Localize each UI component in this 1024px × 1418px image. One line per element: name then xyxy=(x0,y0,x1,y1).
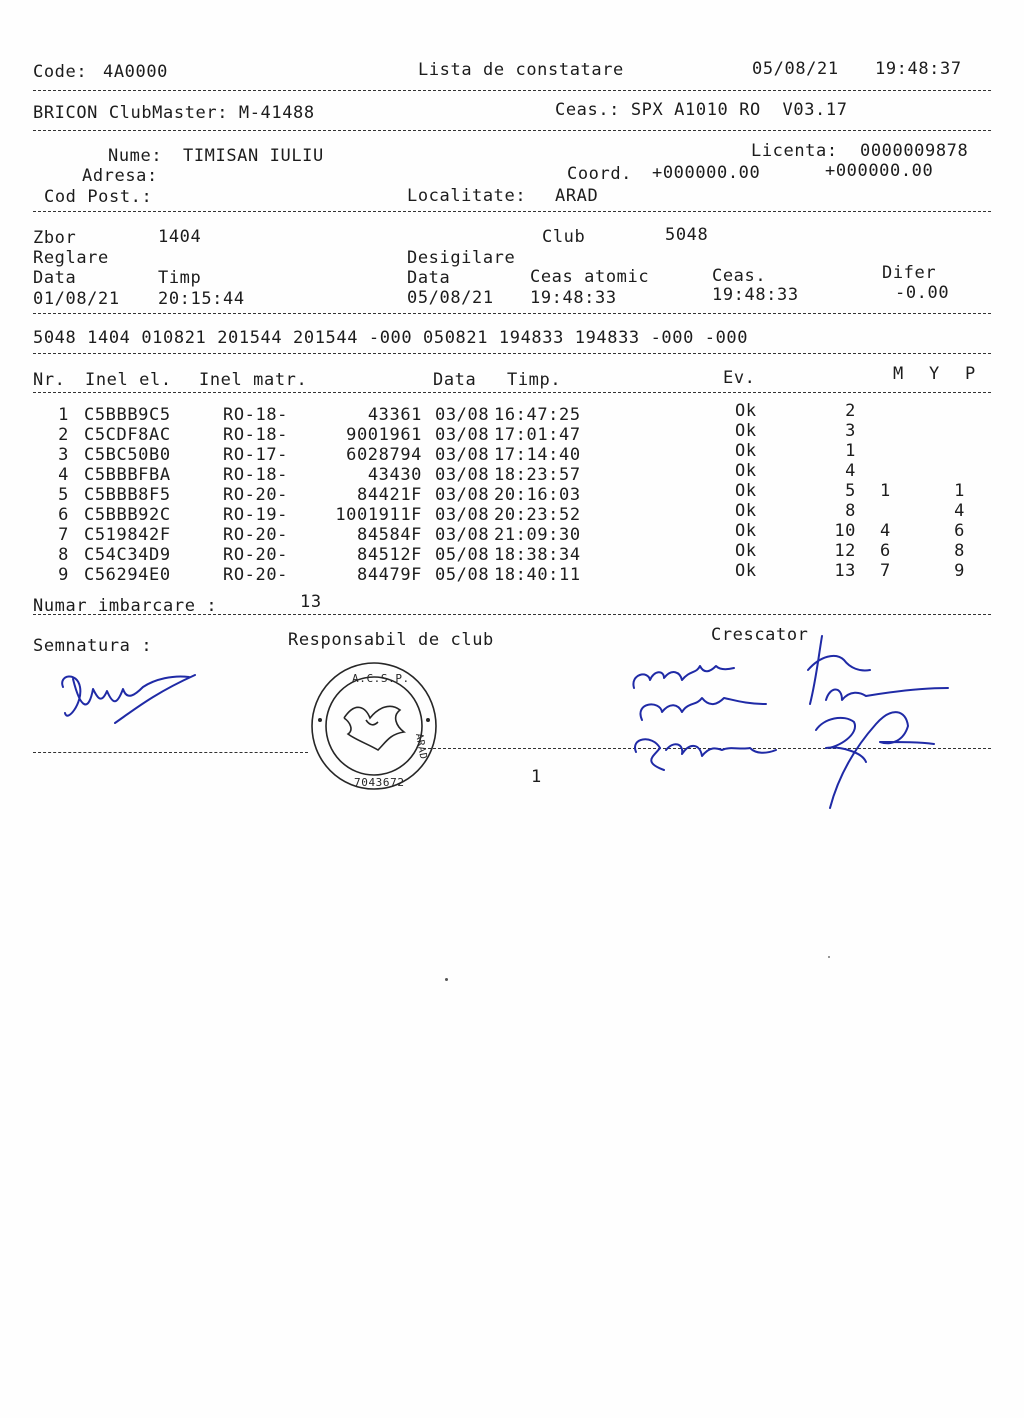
cell-y: 6 xyxy=(880,541,891,561)
cell-nr: 1 xyxy=(58,405,69,425)
cell-n: 10 xyxy=(834,521,856,541)
localitate-value: ARAD xyxy=(555,186,599,206)
coord-label: Coord. xyxy=(567,164,633,184)
cell-el: C5BC50B0 xyxy=(84,445,171,465)
reglare-data: 01/08/21 xyxy=(33,289,120,309)
cell-timp: 18:38:34 xyxy=(494,545,581,565)
cell-n: 12 xyxy=(834,541,856,561)
cell-n: 13 xyxy=(834,561,856,581)
desig-ceas: 19:48:33 xyxy=(712,285,799,305)
cell-el: C5BBB9C5 xyxy=(84,405,171,425)
crescator-label: Crescator xyxy=(711,625,809,645)
cell-n: 1 xyxy=(845,441,856,461)
col-inel-el: Inel el. xyxy=(85,370,172,390)
code-line: 5048 1404 010821 201544 201544 -000 050821 194833 194833 -000 -000 xyxy=(33,328,749,348)
col-y: Y xyxy=(929,364,940,384)
cell-ev: Ok xyxy=(735,561,757,581)
cell-n: 5 xyxy=(845,481,856,501)
col-ev: Ev. xyxy=(723,368,756,388)
zbor-label: Zbor xyxy=(33,228,77,248)
cell-timp: 16:47:25 xyxy=(494,405,581,425)
cell-timp: 17:01:47 xyxy=(494,425,581,445)
cell-data: 03/08 xyxy=(435,405,490,425)
cell-el: C5BBB92C xyxy=(84,505,171,525)
separator xyxy=(33,90,991,91)
cell-el: C5BBB8F5 xyxy=(84,485,171,505)
desig-data-label: Data xyxy=(407,268,451,288)
cell-data: 03/08 xyxy=(435,505,490,525)
col-p: P xyxy=(965,364,976,384)
svg-text:A.C.S.P.: A.C.S.P. xyxy=(352,672,410,685)
separator xyxy=(33,392,991,393)
desig-atomic: 19:48:33 xyxy=(530,288,617,308)
document-title: Lista de constatare xyxy=(418,60,624,80)
cell-pre: RO-20- xyxy=(223,545,289,565)
cell-nr: 9 xyxy=(58,565,69,585)
reglare-label: Reglare xyxy=(33,248,109,268)
page-number: 1 xyxy=(531,767,542,787)
imbarcare-value: 13 xyxy=(300,592,322,612)
reglare-timp: 20:15:44 xyxy=(158,289,245,309)
cell-el: C56294E0 xyxy=(84,565,171,585)
coord-value-2: +000000.00 xyxy=(825,161,934,181)
cell-timp: 17:14:40 xyxy=(494,445,581,465)
cell-ev: Ok xyxy=(735,541,757,561)
ceas-label: Ceas. xyxy=(712,266,767,286)
cell-pre: RO-20- xyxy=(223,525,289,545)
cell-el: C5BBBFBA xyxy=(84,465,171,485)
nume-label: Nume: xyxy=(108,146,163,166)
cell-pre: RO-18- xyxy=(223,425,289,445)
svg-text:7043672: 7043672 xyxy=(354,776,405,789)
ceas-atomic-label: Ceas atomic xyxy=(530,267,650,287)
clubmaster-id: BRICON ClubMaster: M-41488 xyxy=(33,103,315,123)
cell-pre: RO-17- xyxy=(223,445,289,465)
cell-timp: 21:09:30 xyxy=(494,525,581,545)
col-timp: Timp. xyxy=(507,370,562,390)
cell-num: 1001911F xyxy=(335,505,422,525)
separator xyxy=(33,130,991,131)
cell-num: 84479F xyxy=(356,565,422,585)
cell-ev: Ok xyxy=(735,501,757,521)
cell-el: C519842F xyxy=(84,525,171,545)
cell-ev: Ok xyxy=(735,521,757,541)
difer-value: -0.00 xyxy=(895,283,950,303)
speck xyxy=(828,956,830,958)
cell-num: 84512F xyxy=(356,545,422,565)
cell-y: 4 xyxy=(880,521,891,541)
cell-el: C54C34D9 xyxy=(84,545,171,565)
cell-data: 03/08 xyxy=(435,425,490,445)
zbor-value: 1404 xyxy=(158,227,202,247)
code-value: 4A0000 xyxy=(103,62,169,82)
cell-timp: 20:16:03 xyxy=(494,485,581,505)
nume-value: TIMISAN IULIU xyxy=(183,146,324,166)
cell-pre: RO-20- xyxy=(223,485,289,505)
col-data: Data xyxy=(433,370,477,390)
cell-num: 84421F xyxy=(356,485,422,505)
cell-ev: Ok xyxy=(735,441,757,461)
responsabil-label: Responsabil de club xyxy=(288,630,494,650)
cell-ev: Ok xyxy=(735,421,757,441)
cell-p: 6 xyxy=(954,521,965,541)
cell-timp: 18:23:57 xyxy=(494,465,581,485)
adresa-label: Adresa: xyxy=(82,166,158,186)
cell-pre: RO-18- xyxy=(223,465,289,485)
cell-data: 03/08 xyxy=(435,445,490,465)
signatures-crescator xyxy=(630,630,960,810)
cell-n: 3 xyxy=(845,421,856,441)
cell-data: 05/08 xyxy=(435,565,490,585)
licenta-value: 0000009878 xyxy=(860,141,969,161)
svg-text:ARAD: ARAD xyxy=(413,732,429,761)
signature-left xyxy=(55,665,205,735)
separator xyxy=(33,752,308,753)
cell-nr: 6 xyxy=(58,505,69,525)
speck xyxy=(445,978,448,981)
cell-nr: 5 xyxy=(58,485,69,505)
cell-timp: 20:23:52 xyxy=(494,505,581,525)
cell-data: 03/08 xyxy=(435,485,490,505)
imbarcare-label: Numar imbarcare : xyxy=(33,596,218,616)
cell-pre: RO-18- xyxy=(223,405,289,425)
localitate-label: Localitate: xyxy=(407,186,527,206)
col-inel-matr: Inel matr. xyxy=(199,370,308,390)
cell-data: 03/08 xyxy=(435,465,490,485)
cell-num: 43430 xyxy=(367,465,422,485)
licenta-label: Licenta: xyxy=(751,141,838,161)
cell-data: 03/08 xyxy=(435,525,490,545)
cell-y: 7 xyxy=(880,561,891,581)
separator xyxy=(33,614,991,615)
cell-nr: 8 xyxy=(58,545,69,565)
cell-pre: RO-20- xyxy=(223,565,289,585)
print-time: 19:48:37 xyxy=(875,59,962,79)
code-label: Code: xyxy=(33,62,88,82)
difer-label: Difer xyxy=(882,263,937,283)
desig-data: 05/08/21 xyxy=(407,288,494,308)
cell-num: 6028794 xyxy=(346,445,422,465)
col-nr: Nr. xyxy=(33,370,66,390)
cell-pre: RO-19- xyxy=(223,505,289,525)
cell-num: 84584F xyxy=(356,525,422,545)
cell-p: 1 xyxy=(954,481,965,501)
cell-p: 4 xyxy=(954,501,965,521)
codpost-label: Cod Post.: xyxy=(44,187,153,207)
separator xyxy=(33,211,991,212)
cell-timp: 18:40:11 xyxy=(494,565,581,585)
semnatura-label: Semnatura : xyxy=(33,636,153,656)
separator xyxy=(33,353,991,354)
reglare-timp-label: Timp xyxy=(158,268,202,288)
separator xyxy=(33,313,991,314)
cell-data: 05/08 xyxy=(435,545,490,565)
cell-nr: 2 xyxy=(58,425,69,445)
cell-ev: Ok xyxy=(735,481,757,501)
print-date: 05/08/21 xyxy=(752,59,839,79)
col-m: M xyxy=(893,364,904,384)
cell-n: 2 xyxy=(845,401,856,421)
cell-p: 9 xyxy=(954,561,965,581)
coord-value-1: +000000.00 xyxy=(652,163,761,183)
desigilare-label: Desigilare xyxy=(407,248,516,268)
cell-num: 43361 xyxy=(367,405,422,425)
reglare-data-label: Data xyxy=(33,268,77,288)
club-value: 5048 xyxy=(665,225,709,245)
cell-num: 9001961 xyxy=(346,425,422,445)
cell-nr: 7 xyxy=(58,525,69,545)
cell-p: 8 xyxy=(954,541,965,561)
cell-nr: 3 xyxy=(58,445,69,465)
cell-n: 8 xyxy=(845,501,856,521)
cell-ev: Ok xyxy=(735,401,757,421)
cell-n: 4 xyxy=(845,461,856,481)
cell-y: 1 xyxy=(880,481,891,501)
cell-el: C5CDF8AC xyxy=(84,425,171,445)
club-label: Club xyxy=(542,227,586,247)
clock-id: Ceas.: SPX A1010 RO V03.17 xyxy=(555,100,848,120)
club-stamp xyxy=(308,660,440,792)
cell-ev: Ok xyxy=(735,461,757,481)
cell-nr: 4 xyxy=(58,465,69,485)
